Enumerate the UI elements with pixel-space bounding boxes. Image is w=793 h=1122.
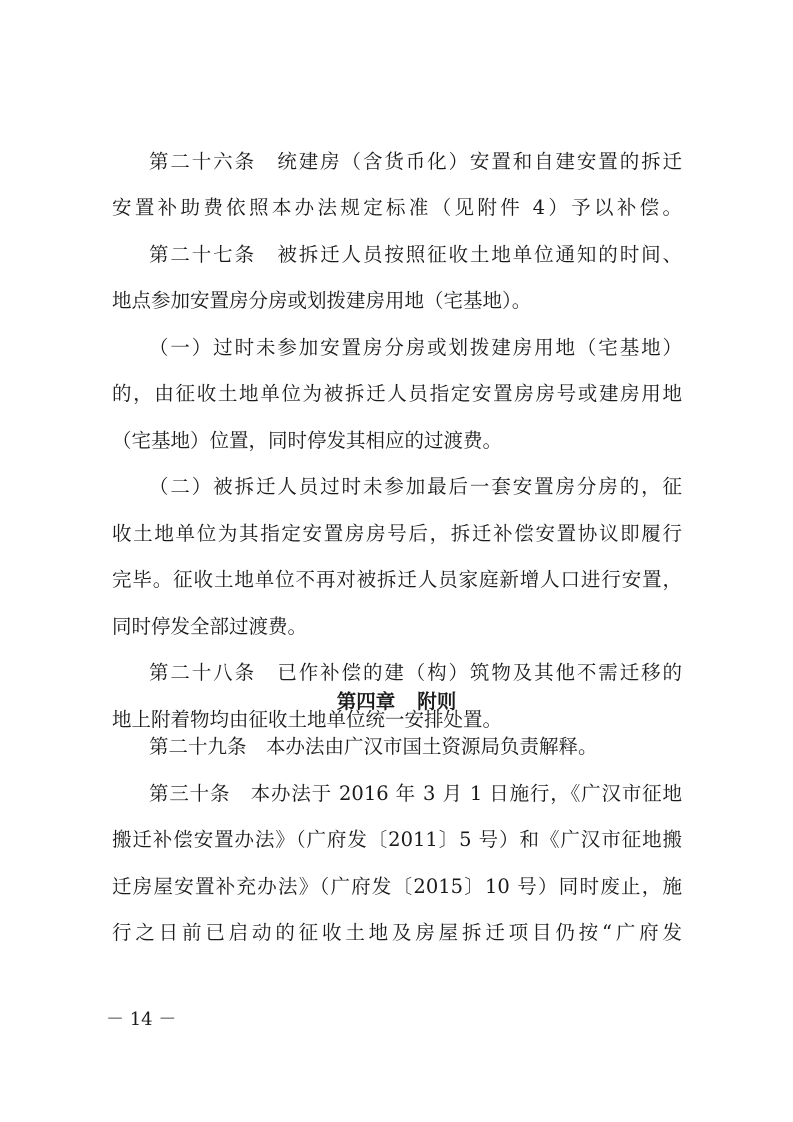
clause-1-line-1: （一）过时未参加安置房分房或划拨建房用地（宅基地） <box>149 336 682 359</box>
article-30-line-1: 第三十条 本办法于 2016 年 3 月 1 日施行，《广汉市征地 <box>149 782 682 805</box>
article-28-line-2: 地上附着物均由征收土地单位统一安排处置。 <box>112 708 503 731</box>
article-27-line-1: 第二十七条 被拆迁人员按照征收土地单位通知的时间、 <box>149 243 682 266</box>
clause-1-line-3: （宅基地）位置，同时停发其相应的过渡费。 <box>112 429 503 452</box>
article-26-line-2: 安置补助费依照本办法规定标准（见附件 4）予以补偿。 <box>112 196 682 219</box>
page-number: － 14 － <box>106 1009 177 1030</box>
chapter-title: 附则 <box>417 690 457 713</box>
article-26-line-1: 第二十六条 统建房（含货币化）安置和自建安置的拆迁 <box>149 150 682 173</box>
article-29-line-1: 第二十九条 本办法由广汉市国土资源局负责解释。 <box>149 735 598 758</box>
clause-2-line-1: （二）被拆迁人员过时未参加最后一套安置房分房的，征 <box>149 475 682 498</box>
article-30-line-2: 搬迁补偿安置办法》（广府发〔2011〕5 号）和《广汉市征地搬 <box>112 828 682 851</box>
clause-2-line-3: 完毕。征收土地单位不再对被拆迁人员家庭新增人口进行安置， <box>112 568 682 591</box>
article-30-line-3: 迁房屋安置补充办法》（广府发〔2015〕10 号）同时废止，施 <box>112 875 682 898</box>
chapter-number: 第四章 <box>336 690 396 713</box>
article-30-line-4: 行之日前已启动的征收土地及房屋拆迁项目仍按“广府发 <box>112 921 682 944</box>
clause-2-line-4: 同时停发全部过渡费。 <box>112 615 308 638</box>
clause-2-line-2: 收土地单位为其指定安置房房号后，拆迁补偿安置协议即履行 <box>112 522 682 545</box>
article-28-line-1: 第二十八条 已作补偿的建（构）筑物及其他不需迁移的 <box>149 661 682 684</box>
chapter-heading <box>0 687 793 717</box>
article-27-line-2: 地点参加安置房分房或划拨建房用地（宅基地）。 <box>112 289 532 312</box>
clause-1-line-2: 的，由征收土地单位为被拆迁人员指定安置房房号或建房用地 <box>112 382 682 405</box>
